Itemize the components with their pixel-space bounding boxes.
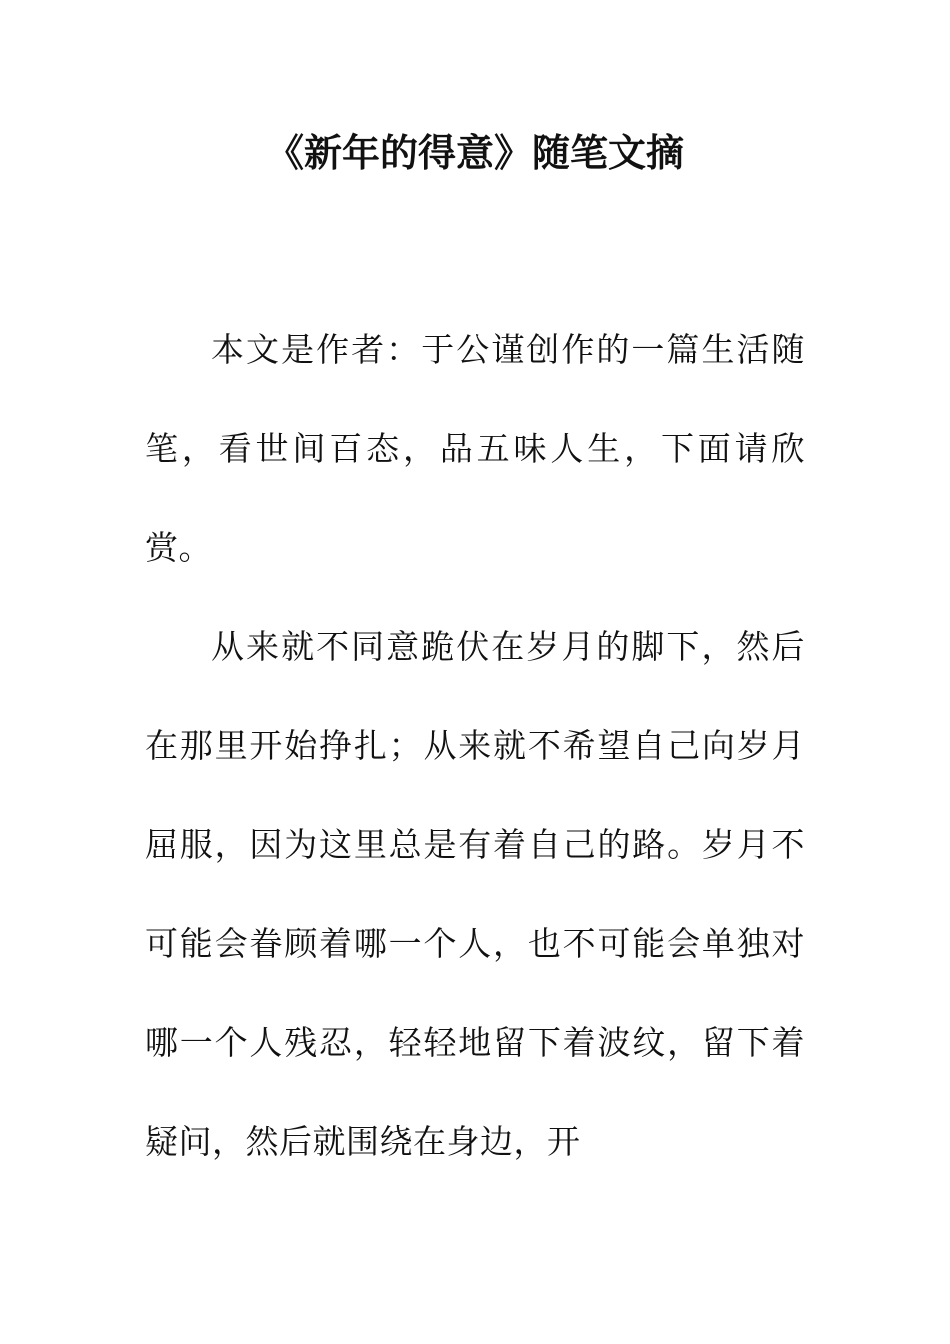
document-title: 《新年的得意》随笔文摘	[265, 131, 684, 175]
document-body	[145, 300, 805, 1191]
paragraph-main: 从来就不同意跪伏在岁月的脚下，然后在那里开始挣扎；从来就不希望自己向岁月屈服，因为这里总是有着自己的路。岁月不可能会眷顾着哪一个人，也不可能会单独对哪一个人残忍，轻轻地留下着波纹，留下着疑问，然后就围绕在身边，开	[145, 627, 805, 1161]
paragraph-intro: 本文是作者：于公谨创作的一篇生活随笔，看世间百态，品五味人生，下面请欣赏。	[145, 330, 805, 567]
